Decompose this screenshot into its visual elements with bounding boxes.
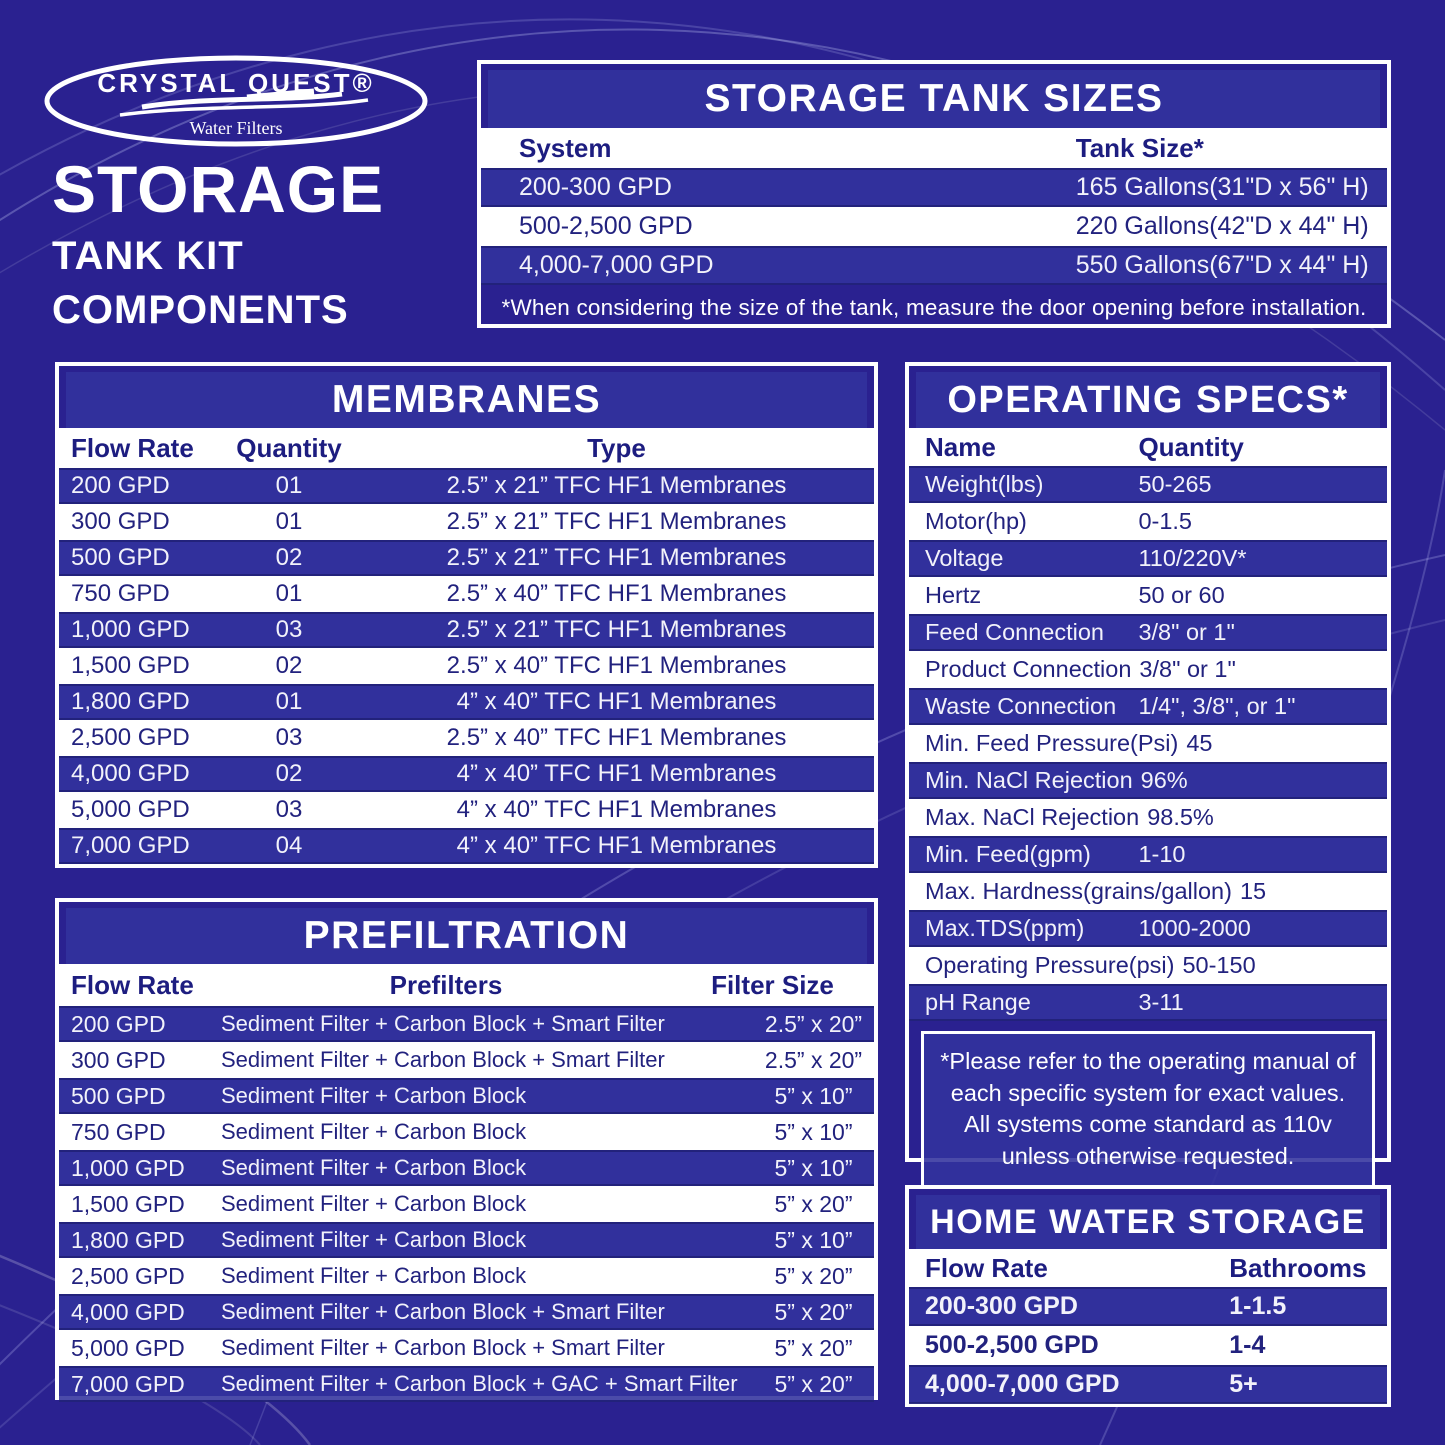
table-cell: Max. NaCl Rejection — [925, 804, 1140, 830]
table-row — [59, 1294, 874, 1330]
table-cell: 5” x 10” — [774, 1154, 853, 1181]
table-cell: 1,000 GPD — [71, 616, 190, 643]
table-cell: 300 GPD — [71, 508, 170, 535]
column-header-quantity: Quantity — [1138, 431, 1244, 462]
table-cell: 5” x 20” — [774, 1334, 853, 1361]
table-cell: 02 — [275, 652, 303, 679]
table-cell: 5,000 GPD — [71, 1334, 185, 1361]
table-cell: Sediment Filter + Carbon Block + Smart Filter — [221, 1047, 665, 1072]
column-header-flow-rate: Flow Rate — [925, 1252, 1048, 1283]
table-row — [909, 1287, 1387, 1326]
table-row — [59, 756, 874, 792]
table-cell: 220 Gallons(42"D x 44" H) — [1075, 212, 1369, 240]
table-cell: 1,800 GPD — [71, 688, 190, 715]
table-cell: 98.5% — [1147, 804, 1214, 830]
table-cell: 500 GPD — [71, 1082, 166, 1109]
table-cell: 01 — [275, 472, 303, 499]
table-cell: Min. Feed(gpm) — [925, 841, 1091, 867]
storage-tank-sizes-table — [477, 60, 1391, 328]
table-cell: Sediment Filter + Carbon Block — [221, 1155, 527, 1180]
prefiltration-table — [55, 898, 878, 1400]
brand-subtitle: Water Filters — [189, 118, 283, 138]
table-row — [909, 947, 1387, 984]
table-row — [481, 168, 1387, 207]
operating-specs-table — [905, 362, 1391, 1170]
table-cell: 1,800 GPD — [71, 1226, 185, 1253]
table-cell: 3-11 — [1138, 989, 1184, 1015]
table-cell: 2.5” x 20” — [764, 1046, 863, 1073]
table-cell: Sediment Filter + Carbon Block + Smart Filter — [221, 1299, 665, 1324]
table-cell: 5,000 GPD — [71, 796, 190, 823]
table-cell: Sediment Filter + Carbon Block + GAC + Smart Filter — [221, 1371, 738, 1396]
table-cell: 50-265 — [1138, 471, 1212, 497]
column-header-type: Type — [587, 432, 646, 463]
column-header-filter-size: Filter Size — [711, 969, 834, 1000]
table-cell: 01 — [275, 688, 303, 715]
table-cell: Voltage — [925, 545, 1004, 571]
table-cell: 110/220V* — [1138, 545, 1247, 571]
table-cell: 165 Gallons(31"D x 56" H) — [1075, 173, 1369, 201]
table-row — [909, 466, 1387, 503]
table-row — [909, 984, 1387, 1021]
table-row — [59, 828, 874, 864]
table-cell: 02 — [275, 544, 303, 571]
table-cell: 01 — [275, 508, 303, 535]
table-cell: 2.5” x 40” TFC HF1 Membranes — [446, 724, 787, 751]
table-cell: 1,500 GPD — [71, 652, 190, 679]
table-cell: 03 — [275, 616, 303, 643]
brand-logo — [42, 54, 430, 148]
table-cell: 1000-2000 — [1138, 915, 1251, 941]
membranes-header-row — [59, 428, 874, 468]
table-cell: 01 — [275, 580, 303, 607]
operating-specs-title: OPERATING SPECS* — [916, 372, 1380, 428]
column-header-system: System — [519, 132, 612, 163]
brand-name: CRYSTAL QUEST® — [97, 68, 375, 98]
storage-tank-sizes-header-row — [481, 128, 1387, 168]
table-cell: Max.TDS(ppm) — [925, 915, 1085, 941]
table-row — [59, 1222, 874, 1258]
table-cell: 5” x 20” — [774, 1370, 853, 1397]
operating-specs-rows — [909, 466, 1387, 1021]
table-cell: 2.5” x 20” — [764, 1010, 863, 1037]
table-cell: 4,000-7,000 GPD — [925, 1370, 1120, 1398]
table-cell: 1-10 — [1138, 841, 1186, 867]
table-cell: Hertz — [925, 582, 982, 608]
table-row — [59, 1042, 874, 1078]
table-cell: 45 — [1186, 730, 1213, 756]
table-cell: 2,500 GPD — [71, 1262, 185, 1289]
page-title-line1: STORAGE — [52, 152, 385, 226]
table-cell: 5+ — [1229, 1370, 1258, 1398]
prefiltration-rows — [59, 1006, 874, 1402]
table-cell: 2.5” x 21” TFC HF1 Membranes — [446, 472, 787, 499]
table-cell: 1,000 GPD — [71, 1154, 185, 1181]
table-cell: Min. Feed Pressure(Psi) — [925, 730, 1179, 756]
membranes-rows — [59, 468, 874, 864]
table-cell: 1-4 — [1229, 1331, 1266, 1359]
table-row — [59, 1186, 874, 1222]
table-row — [59, 1330, 874, 1366]
table-row — [909, 873, 1387, 910]
table-cell: Motor(hp) — [925, 508, 1027, 534]
table-row — [59, 648, 874, 684]
table-row — [59, 576, 874, 612]
table-cell: pH Range — [925, 989, 1031, 1015]
table-row — [59, 612, 874, 648]
table-cell: 500 GPD — [71, 544, 170, 571]
operating-specs-header-row — [909, 428, 1387, 466]
table-cell: 200-300 GPD — [519, 173, 672, 201]
table-cell: 500-2,500 GPD — [519, 212, 693, 240]
table-cell: 2.5” x 21” TFC HF1 Membranes — [446, 616, 787, 643]
table-cell: 03 — [275, 724, 303, 751]
table-row — [481, 207, 1387, 246]
table-row — [909, 725, 1387, 762]
table-row — [909, 540, 1387, 577]
table-cell: 0-1.5 — [1138, 508, 1193, 534]
table-cell: Operating Pressure(psi) — [925, 952, 1175, 978]
table-row — [59, 1258, 874, 1294]
table-cell: 200-300 GPD — [925, 1292, 1078, 1320]
table-cell: 750 GPD — [71, 580, 170, 607]
table-cell: 4” x 40” TFC HF1 Membranes — [456, 832, 777, 859]
tank-sizes-footnote: *When considering the size of the tank, measure the door opening before installation. — [501, 295, 1367, 320]
membranes-title: MEMBRANES — [66, 372, 867, 428]
table-row — [59, 504, 874, 540]
table-cell: 200 GPD — [71, 472, 170, 499]
table-row — [909, 577, 1387, 614]
table-cell: Sediment Filter + Carbon Block — [221, 1119, 527, 1144]
home-water-storage-rows — [909, 1287, 1387, 1404]
table-row — [909, 688, 1387, 725]
column-header-flow-rate: Flow Rate — [71, 969, 194, 1000]
table-cell: 7,000 GPD — [71, 1370, 185, 1397]
table-row — [59, 1006, 874, 1042]
prefiltration-header-row — [59, 964, 874, 1006]
table-cell: Min. NaCl Rejection — [925, 767, 1133, 793]
page-title-line3: COMPONENTS — [52, 288, 349, 332]
table-cell: Feed Connection — [925, 619, 1104, 645]
table-row — [909, 1365, 1387, 1404]
table-cell: Sediment Filter + Carbon Block — [221, 1263, 527, 1288]
table-cell: 1-1.5 — [1229, 1292, 1287, 1320]
table-cell: 1,500 GPD — [71, 1190, 185, 1217]
table-row — [59, 792, 874, 828]
table-cell: 300 GPD — [71, 1046, 166, 1073]
table-cell: 50-150 — [1182, 952, 1256, 978]
page-title — [52, 152, 385, 332]
table-cell: Sediment Filter + Carbon Block — [221, 1227, 527, 1252]
table-cell: 5” x 20” — [774, 1190, 853, 1217]
table-cell: 5” x 20” — [774, 1262, 853, 1289]
column-header-prefilters: Prefilters — [389, 969, 503, 1000]
table-cell: 550 Gallons(67"D x 44" H) — [1075, 251, 1369, 279]
column-header-flow-rate: Flow Rate — [71, 432, 194, 463]
table-cell: Weight(lbs) — [925, 471, 1044, 497]
column-header-quantity: Quantity — [236, 432, 342, 463]
table-cell: 04 — [275, 832, 303, 859]
table-row — [59, 1114, 874, 1150]
table-cell: 4,000 GPD — [71, 1298, 185, 1325]
table-cell: 3/8" or 1" — [1138, 619, 1235, 645]
table-cell: 5” x 20” — [774, 1298, 853, 1325]
table-cell: 5” x 10” — [774, 1082, 853, 1109]
storage-tank-sizes-title: STORAGE TANK SIZES — [488, 70, 1380, 128]
table-row — [59, 468, 874, 504]
table-cell: 02 — [275, 760, 303, 787]
table-row — [909, 910, 1387, 947]
table-cell: Sediment Filter + Carbon Block + Smart Filter — [221, 1335, 665, 1360]
table-cell: 750 GPD — [71, 1118, 166, 1145]
table-cell: Waste Connection — [925, 693, 1117, 719]
table-row — [909, 503, 1387, 540]
table-cell: 2.5” x 40” TFC HF1 Membranes — [446, 652, 787, 679]
table-cell: 200 GPD — [71, 1010, 166, 1037]
table-cell: 96% — [1140, 767, 1188, 793]
table-row — [909, 1326, 1387, 1365]
table-cell: 2.5” x 21” TFC HF1 Membranes — [446, 544, 787, 571]
column-header-tank-size: Tank Size* — [1075, 132, 1204, 163]
storage-tank-sizes-rows — [481, 168, 1387, 285]
table-row — [59, 720, 874, 756]
table-row — [909, 614, 1387, 651]
table-row — [59, 1366, 874, 1402]
table-cell: 03 — [275, 796, 303, 823]
table-cell: 4,000-7,000 GPD — [519, 251, 714, 279]
table-cell: Sediment Filter + Carbon Block — [221, 1191, 527, 1216]
table-row — [59, 540, 874, 576]
table-cell: Max. Hardness(grains/gallon) — [925, 878, 1232, 904]
prefiltration-title: PREFILTRATION — [66, 908, 867, 964]
table-cell: 500-2,500 GPD — [925, 1331, 1099, 1359]
table-row — [59, 1078, 874, 1114]
table-cell: 2.5” x 40” TFC HF1 Membranes — [446, 580, 787, 607]
column-header-name: Name — [925, 431, 996, 462]
table-cell: 15 — [1239, 878, 1267, 904]
table-cell: 5” x 10” — [774, 1226, 853, 1253]
table-row — [909, 762, 1387, 799]
table-row — [909, 799, 1387, 836]
table-cell: 1/4", 3/8", or 1" — [1138, 693, 1296, 719]
table-row — [59, 684, 874, 720]
membranes-table — [55, 362, 878, 868]
table-cell: 2.5” x 21” TFC HF1 Membranes — [446, 508, 787, 535]
table-cell: 3/8" or 1" — [1139, 656, 1236, 682]
home-water-storage-table — [905, 1185, 1391, 1407]
table-row — [909, 651, 1387, 688]
column-header-bathrooms: Bathrooms — [1229, 1252, 1367, 1283]
table-cell: 5” x 10” — [774, 1118, 853, 1145]
table-cell: Sediment Filter + Carbon Block — [221, 1083, 527, 1108]
table-cell: 4” x 40” TFC HF1 Membranes — [456, 688, 777, 715]
table-cell: Sediment Filter + Carbon Block + Smart Filter — [221, 1011, 665, 1036]
table-cell: 4,000 GPD — [71, 760, 190, 787]
operating-specs-footnote: *Please refer to the operating manual of each specific system for exact values. All systems come standard as 110v unless otherwise requested. — [921, 1031, 1375, 1188]
table-cell: 4” x 40” TFC HF1 Membranes — [456, 796, 777, 823]
table-row — [909, 836, 1387, 873]
table-cell: 50 or 60 — [1138, 582, 1225, 608]
table-row — [481, 246, 1387, 285]
table-cell: 4” x 40” TFC HF1 Membranes — [456, 760, 777, 787]
home-water-storage-title: HOME WATER STORAGE — [916, 1195, 1380, 1249]
table-cell: 7,000 GPD — [71, 832, 190, 859]
table-cell: 2,500 GPD — [71, 724, 190, 751]
table-row — [59, 1150, 874, 1186]
table-cell: Product Connection — [925, 656, 1132, 682]
page-title-line2: TANK KIT — [52, 234, 244, 278]
home-water-storage-header-row — [909, 1249, 1387, 1287]
